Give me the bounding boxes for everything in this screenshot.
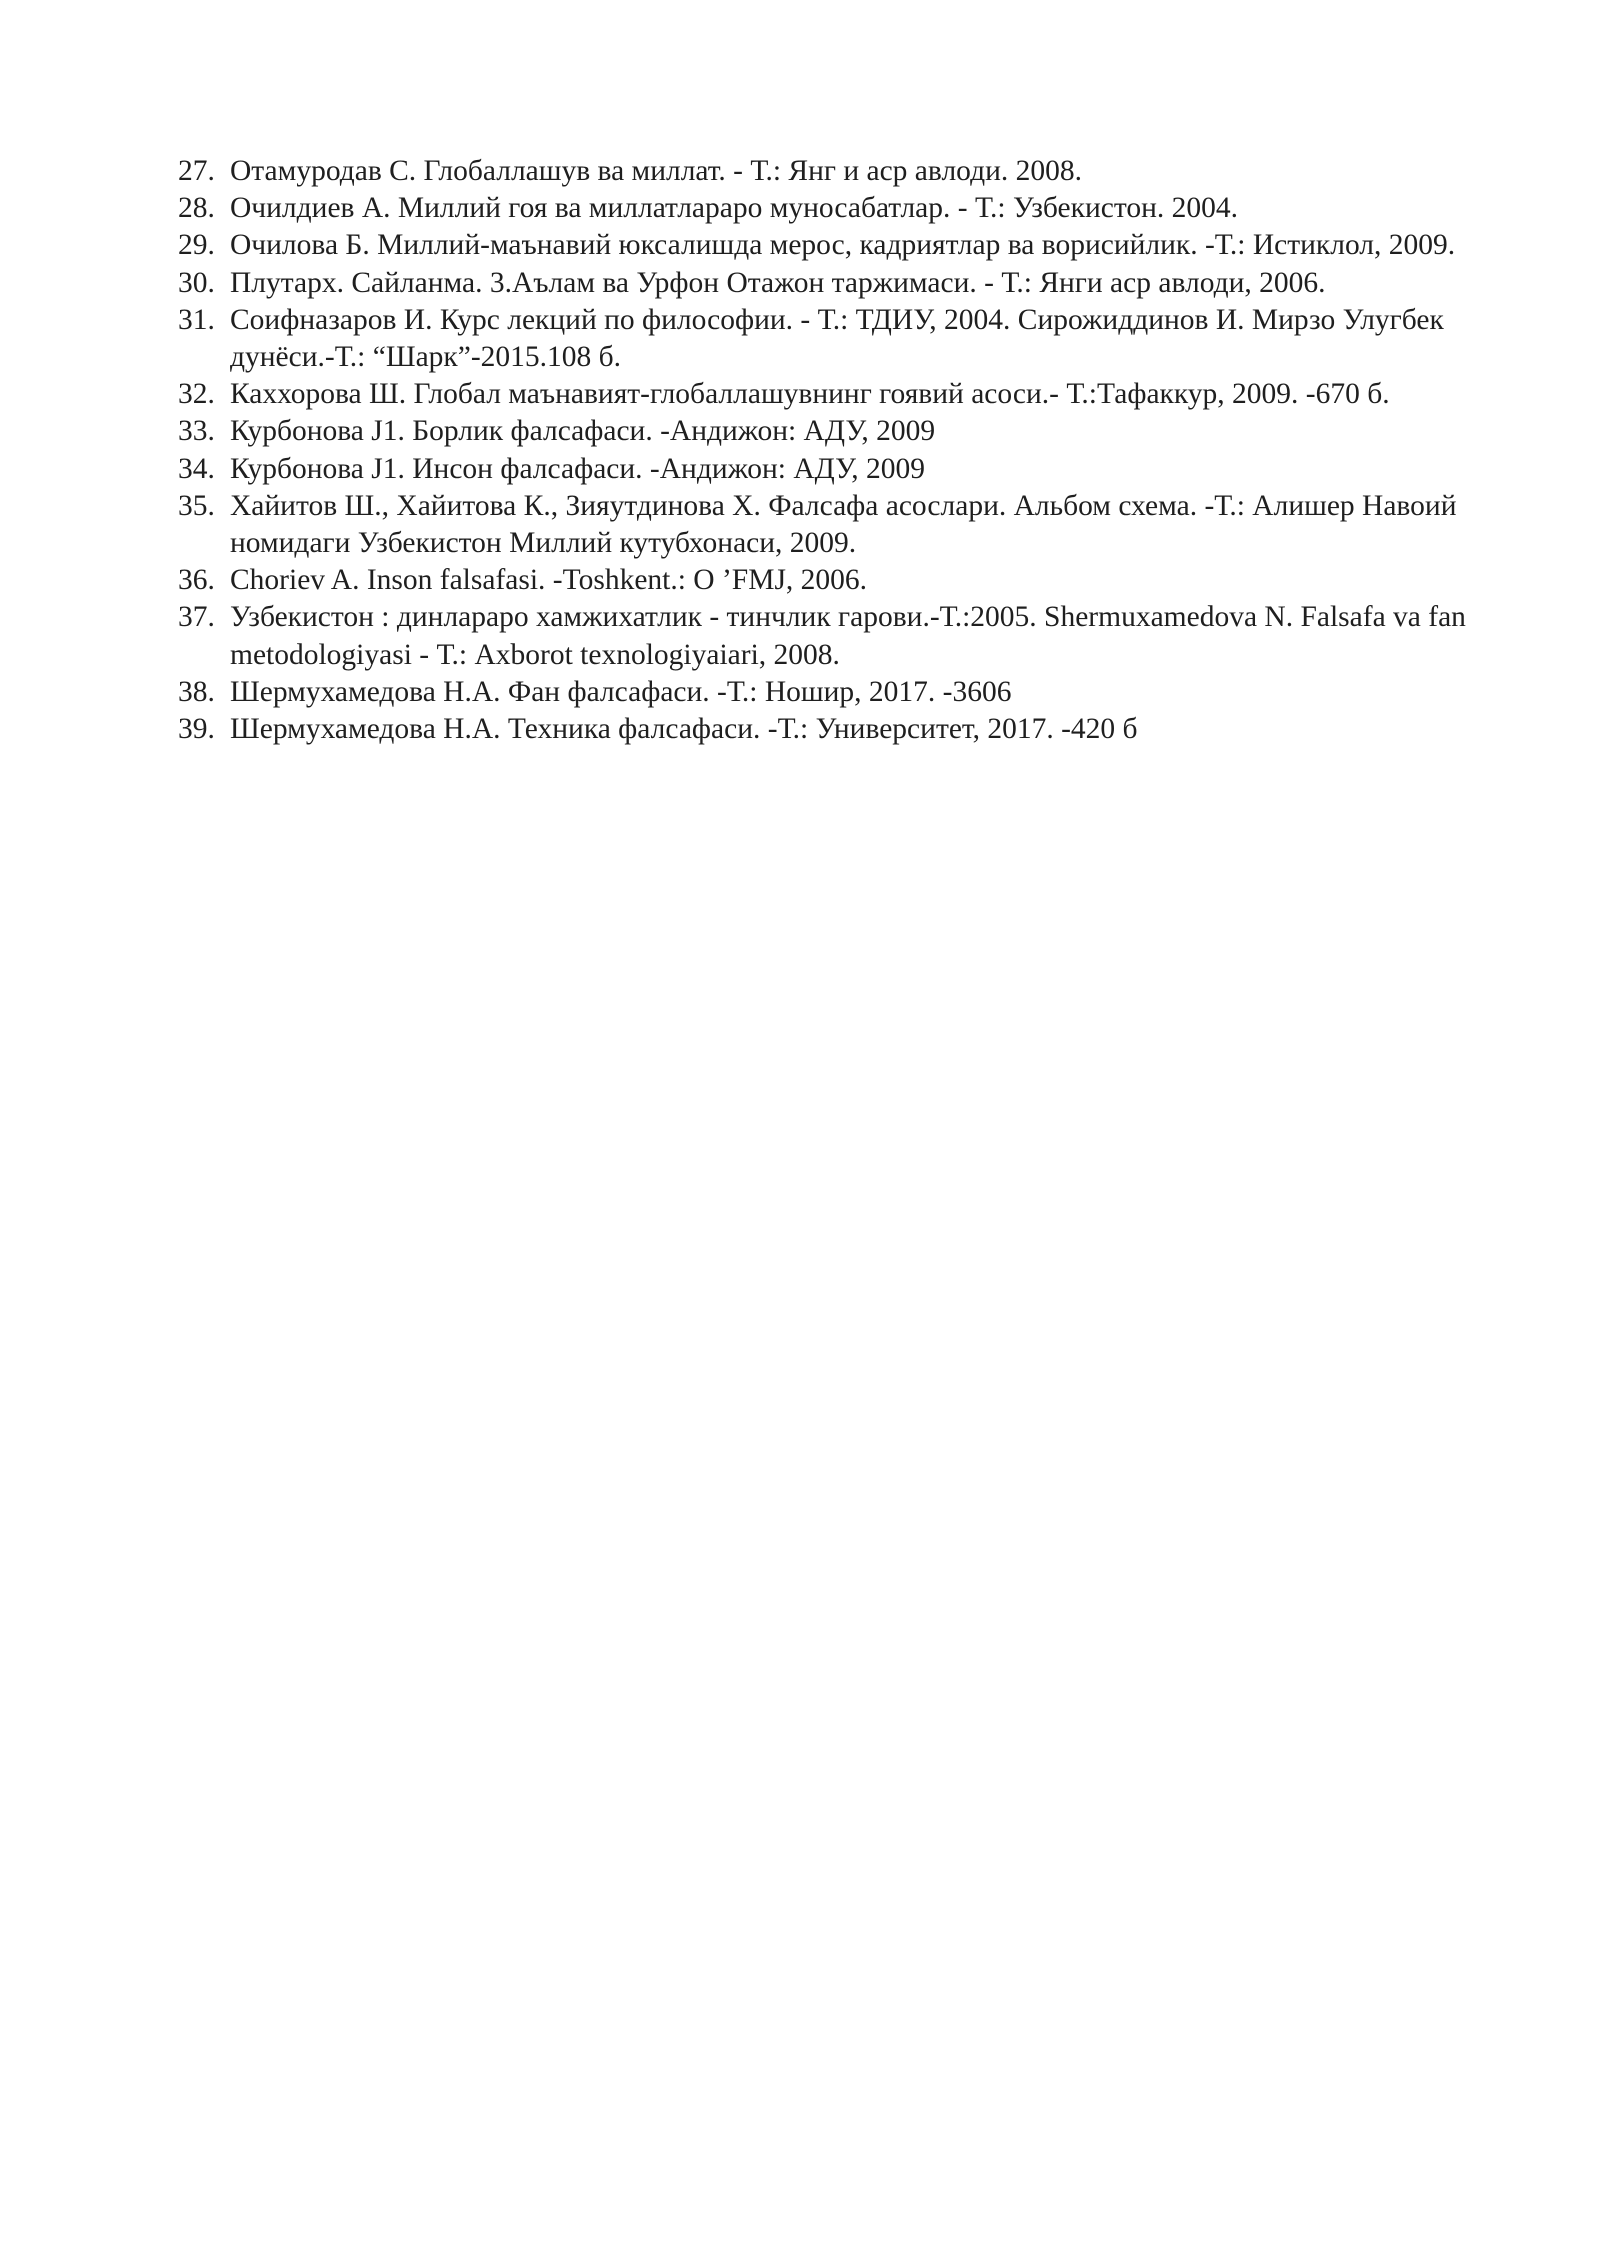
reference-number: 33.	[178, 415, 215, 448]
reference-number: 29.	[178, 229, 215, 262]
reference-number: 27.	[178, 155, 215, 187]
reference-text: Узбекистон : динлараро хамжихатлик - тинчлик гарови.-Т.:2005. Shermuxamedova N. Falsafa va fan metodologiyasi - Т.: Axborot texnologiyaiari, 2008.	[230, 601, 1466, 671]
reference-number: 35.	[178, 489, 215, 522]
reference-text: Хайитов Ш., Хайитова К., Зияутдинова Х. Фалсафа асослари. Альбом схема. -Т.: Алишер Навоий номидаги Узбекистон Миллий кутубхонаси, 2009.	[230, 489, 1457, 560]
reference-list	[178, 153, 1488, 748]
reference-item-29	[178, 227, 1488, 264]
reference-number: 30.	[178, 266, 215, 299]
reference-text: Отамуродав С. Глобаллашув ва миллат. - Т.: Янг и аср авлоди. 2008.	[230, 155, 1082, 187]
reference-item-31	[178, 302, 1488, 376]
reference-number: 32.	[178, 378, 215, 411]
reference-text: Очилова Б. Миллий-маънавий юксалишда мерос, кадриятлар ва ворисийлик. -Т.: Истиклол, 2009.	[230, 229, 1456, 262]
reference-text: Очилдиев А. Миллий гоя ва миллатлараро муносабатлар. - Т.: Узбекистон. 2004.	[230, 192, 1239, 225]
reference-text: Шермухамедова Н.А. Техника фалсафаси. -Т.: Университет, 2017. -420 б	[230, 713, 1138, 746]
reference-item-37	[178, 599, 1488, 673]
reference-text: Каххорова Ш. Глобал маънавият-глобаллашувнинг гоявий асоси.- Т.:Тафаккур, 2009. -670 б.	[230, 378, 1390, 411]
reference-item-30	[178, 265, 1488, 302]
reference-number: 31.	[178, 303, 215, 336]
reference-number: 28.	[178, 192, 215, 225]
reference-item-39	[178, 711, 1488, 748]
reference-text: Плутарх. Сайланма. 3.Аълам ва Урфон Отажон таржимаси. - Т.: Янги аср авлоди, 2006.	[230, 266, 1326, 299]
reference-item-34	[178, 451, 1488, 488]
reference-item-35	[178, 488, 1488, 562]
reference-item-27	[178, 153, 1488, 190]
reference-number: 38.	[178, 675, 215, 708]
reference-item-36	[178, 562, 1488, 599]
reference-item-33	[178, 413, 1488, 450]
reference-text: Соифназаров И. Курс лекций по философии. - Т.: ТДИУ, 2004. Сирожиддинов И. Мирзо Улугбек дунёси.-Т.: “Шарк”-2015.108 б.	[230, 303, 1444, 374]
reference-number: 37.	[178, 601, 215, 634]
reference-number: 34.	[178, 452, 215, 485]
reference-text: Курбонова J1. Борлик фалсафаси. -Андижон: АДУ, 2009	[230, 415, 936, 448]
reference-item-28	[178, 190, 1488, 227]
reference-number: 39.	[178, 713, 215, 746]
reference-text: Шермухамедова Н.А. Фан фалсафаси. -Т.: Ношир, 2017. -3606	[230, 675, 1012, 708]
reference-text: Choriev A. Inson falsafasi. -Toshkent.: O ’FMJ, 2006.	[230, 564, 868, 597]
reference-item-38	[178, 674, 1488, 711]
reference-text: Курбонова J1. Инсон фалсафаси. -Андижон: АДУ, 2009	[230, 452, 925, 485]
reference-number: 36.	[178, 564, 215, 597]
reference-item-32	[178, 376, 1488, 413]
